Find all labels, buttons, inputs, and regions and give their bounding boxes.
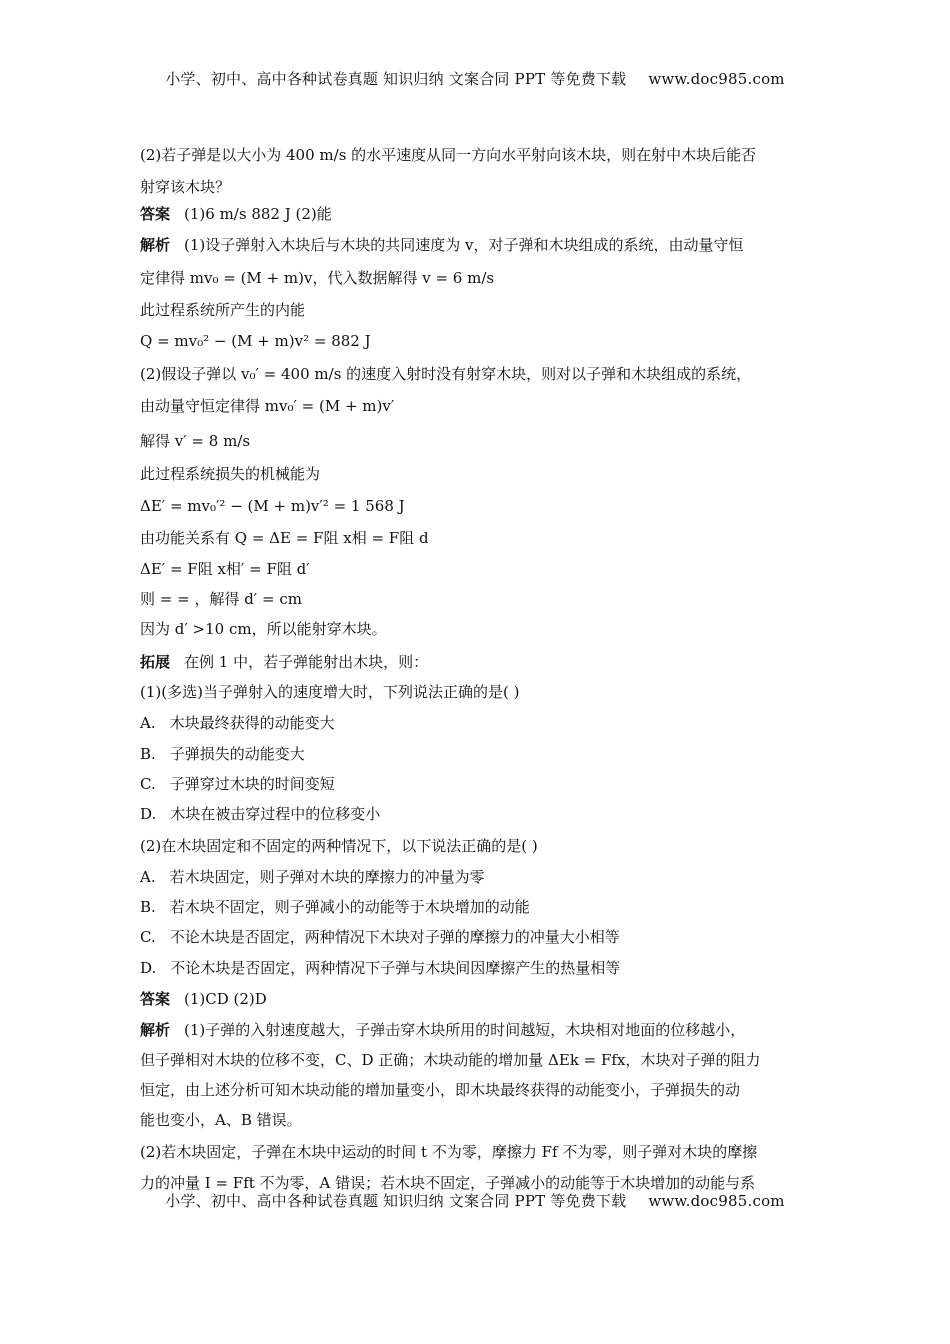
option-line: [140, 867, 812, 887]
line-text: 若木块固定，则子弹对木块的摩擦力的冲量为零: [169, 868, 485, 886]
text-line: [140, 364, 812, 384]
footer-url: www.doc985.com: [648, 1192, 785, 1210]
section-label: 解析: [140, 236, 171, 254]
text-line: [140, 836, 812, 856]
line-text: 射穿该木块？: [140, 178, 231, 196]
section-label: 答案: [140, 990, 171, 1008]
text-line: [140, 496, 812, 516]
text-line: [140, 528, 812, 548]
line-text: 则 = = ，解得 d′ = cm: [140, 590, 302, 608]
option-letter: C.: [140, 928, 156, 946]
line-text: ΔE′ = F阻 x相′ = F阻 d′: [140, 560, 310, 578]
line-text: (2)若子弹是以大小为 400 m/s 的水平速度从同一方向水平射向该木块，则在射中木块后能否: [140, 146, 757, 164]
line-text: (1)子弹的入射速度越大，子弹击穿木块所用的时间越短，木块相对地面的位移越小，: [184, 1021, 746, 1039]
option-line: [140, 897, 812, 917]
line-text: (1)6 m/s 882 J (2)能: [184, 205, 332, 223]
line-text: 子弹损失的动能变大: [169, 745, 305, 763]
header-text: 小学、初中、高中各种试卷真题 知识归纳 文案合同 PPT 等免费下载: [165, 70, 627, 88]
line-text: 由动量守恒定律得 mv₀′ = (M + m)v′: [140, 397, 395, 415]
line-text: 由功能关系有 Q = ΔE = F阻 x相 = F阻 d: [140, 529, 429, 547]
option-line: [140, 713, 812, 733]
line-text: 因为 d′ >10 cm，所以能射穿木块。: [140, 620, 387, 638]
section-line: [140, 204, 812, 224]
line-text: 力的冲量 I = Fft 不为零，A 错误；若木块不固定，子弹减小的动能等于木块增加的动能与系: [140, 1174, 756, 1192]
text-line: [140, 682, 812, 702]
text-line: [140, 1050, 812, 1070]
line-text: 恒定，由上述分析可知木块动能的增加量变小，即木块最终获得的动能变小，子弹损失的动: [140, 1081, 741, 1099]
option-letter: B.: [140, 745, 156, 763]
line-text: (1)设子弹射入木块后与木块的共同速度为 v，对子弹和木块组成的系统，由动量守恒: [184, 236, 744, 254]
page-footer: [0, 1190, 950, 1211]
section-label: 解析: [140, 1021, 171, 1039]
page-header: [0, 68, 950, 89]
line-text: 能也变小，A、B 错误。: [140, 1111, 302, 1129]
text-line: [140, 619, 812, 639]
text-line: [140, 331, 812, 351]
text-line: [140, 268, 812, 288]
line-text: 子弹穿过木块的时间变短: [169, 775, 335, 793]
section-line: [140, 989, 812, 1009]
text-line: [140, 1080, 812, 1100]
line-text: 但子弹相对木块的位移不变，C、D 正确；木块动能的增加量 ΔEk = Ffx，木块对子弹的阻力: [140, 1051, 761, 1069]
text-line: [140, 589, 812, 609]
line-text: ΔE′ = mv₀′² − (M + m)v′² = 1 568 J: [140, 497, 405, 515]
text-line: [140, 300, 812, 320]
line-text: 木块最终获得的动能变大: [169, 714, 335, 732]
line-text: 此过程系统损失的机械能为: [140, 465, 321, 483]
text-line: [140, 559, 812, 579]
line-text: 此过程系统所产生的内能: [140, 301, 306, 319]
option-letter: A.: [140, 714, 156, 732]
option-line: [140, 958, 812, 978]
section-line: [140, 235, 812, 255]
text-line: [140, 396, 812, 416]
line-text: Q = mv₀² − (M + m)v² = 882 J: [140, 332, 371, 350]
line-text: 不论木块是否固定，两种情况下子弹与木块间因摩擦产生的热量相等: [170, 959, 621, 977]
line-text: 不论木块是否固定，两种情况下木块对子弹的摩擦力的冲量大小相等: [169, 928, 620, 946]
option-line: [140, 804, 812, 824]
line-text: (1)(多选)当子弹射入的速度增大时，下列说法正确的是( ): [140, 683, 520, 701]
text-line: [140, 464, 812, 484]
section-line: [140, 652, 812, 672]
text-line: [140, 1142, 812, 1162]
text-line: [140, 177, 812, 197]
section-label: 拓展: [140, 653, 171, 671]
line-text: 若木块不固定，则子弹减小的动能等于木块增加的动能: [169, 898, 530, 916]
line-text: 在例 1 中，若子弹能射出木块，则：: [184, 653, 429, 671]
option-line: [140, 927, 812, 947]
option-letter: C.: [140, 775, 156, 793]
line-text: (2)若木块固定，子弹在木块中运动的时间 t 不为零，摩擦力 Ff 不为零，则子弹对木块的摩擦: [140, 1143, 758, 1161]
footer-text: 小学、初中、高中各种试卷真题 知识归纳 文案合同 PPT 等免费下载: [165, 1192, 627, 1210]
option-line: [140, 774, 812, 794]
header-url: www.doc985.com: [648, 70, 785, 88]
option-letter: D.: [140, 959, 157, 977]
option-line: [140, 744, 812, 764]
line-text: 木块在被击穿过程中的位移变小: [170, 805, 381, 823]
text-line: [140, 431, 812, 451]
option-letter: A.: [140, 868, 156, 886]
text-line: [140, 145, 812, 165]
line-text: (1)CD (2)D: [184, 990, 267, 1008]
line-text: (2)假设子弹以 v₀′ = 400 m/s 的速度入射时没有射穿木块，则对以子弹和木块组成的系统，: [140, 365, 752, 383]
section-label: 答案: [140, 205, 171, 223]
line-text: 定律得 mv₀ = (M + m)v，代入数据解得 v = 6 m/s: [140, 269, 495, 287]
option-letter: B.: [140, 898, 156, 916]
option-letter: D.: [140, 805, 157, 823]
line-text: (2)在木块固定和不固定的两种情况下，以下说法正确的是( ): [140, 837, 538, 855]
section-line: [140, 1020, 812, 1040]
text-line: [140, 1110, 812, 1130]
line-text: 解得 v′ = 8 m/s: [140, 432, 251, 450]
